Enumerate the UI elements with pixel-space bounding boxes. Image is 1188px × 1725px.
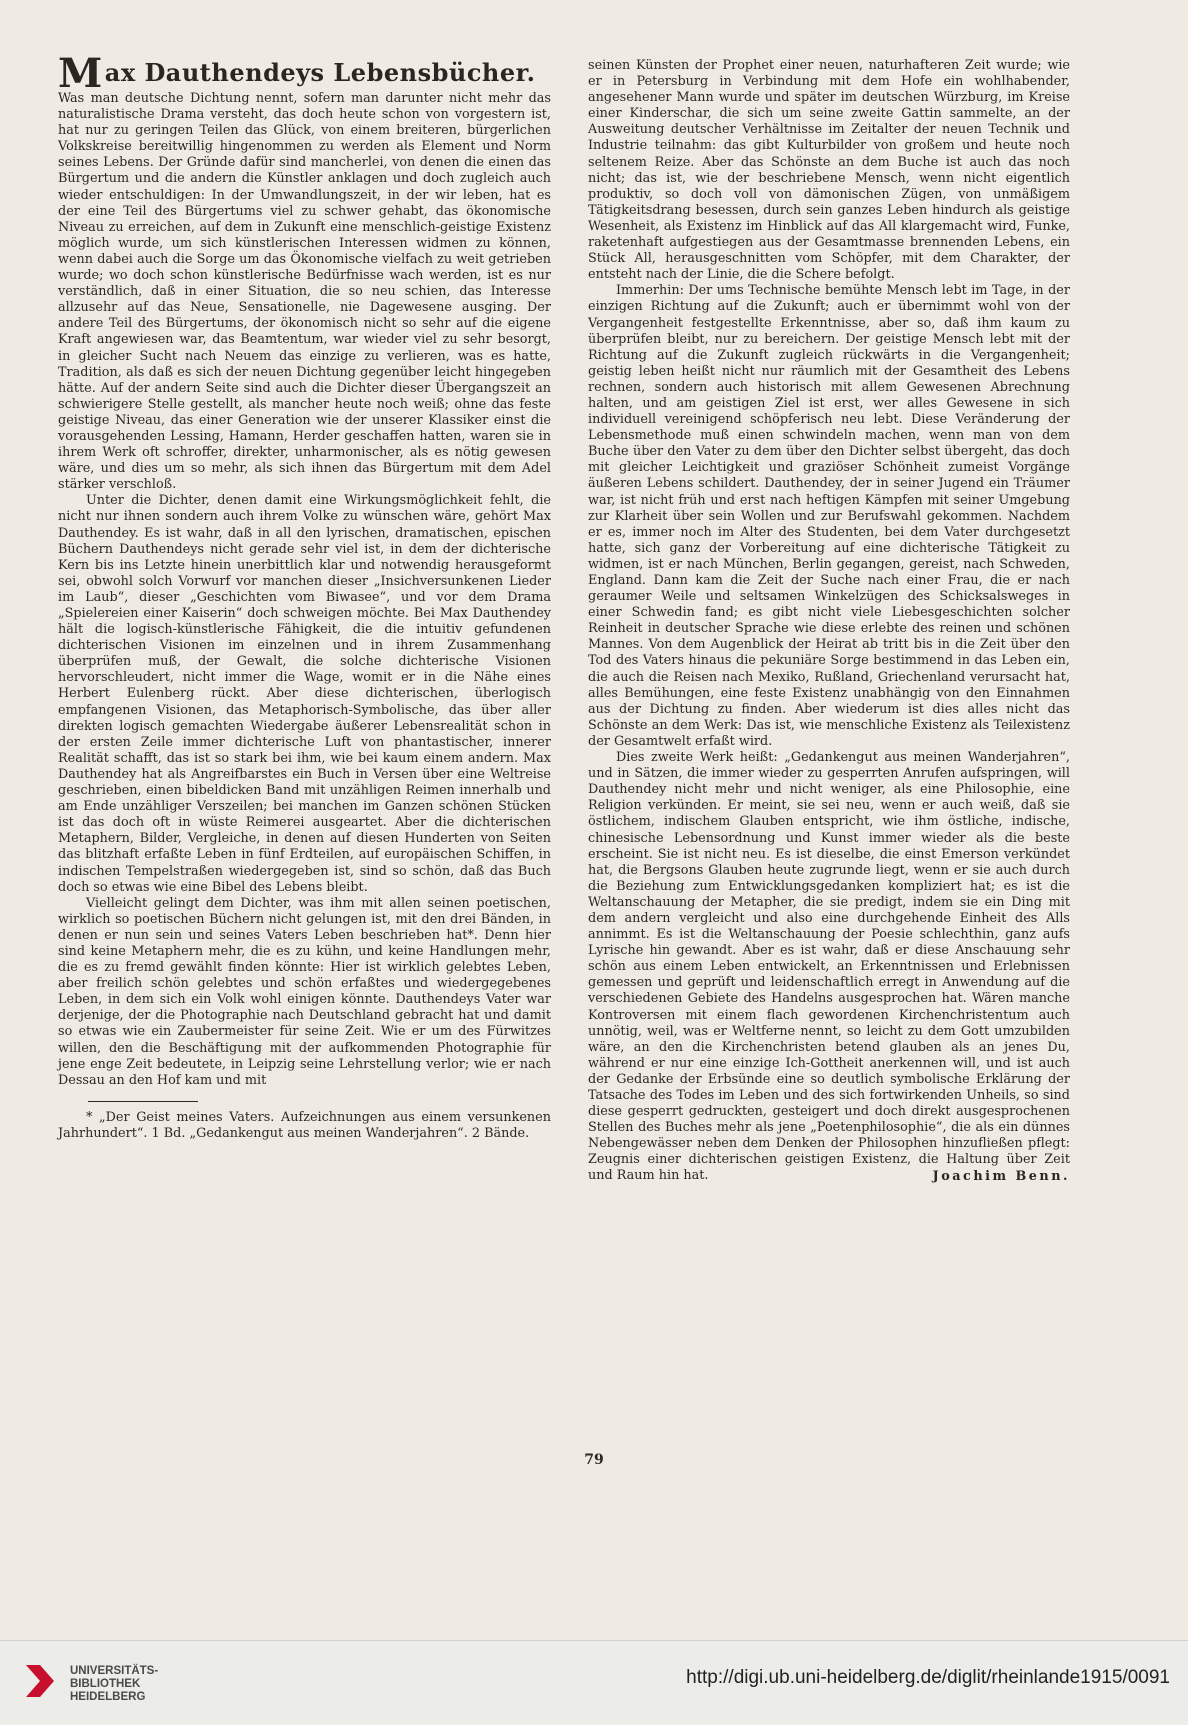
title-initial: M — [58, 50, 103, 97]
library-name-line: BIBLIOTHEK — [70, 1678, 141, 1690]
page-number: 79 — [584, 1452, 604, 1468]
source-url-link[interactable]: http://digi.ub.uni-heidelberg.de/diglit/rheinlande1915/0091 — [686, 1667, 1170, 1688]
paragraph: Dies zweite Werk heißt: „Gedankengut aus meinen Wanderjahren“, und in Sätzen, die immer wieder zu gesperrten Anrufen aufspringen, will Dauthendey nicht mehr und nicht weniger, als eine Philosophie, eine Religion verkünden. Er meint, sie sei neu, wenn er auch weiß, daß sie östlichem, indischem Glauben entspricht, wie ihm östliche, indische, chinesische Lebensordnung und Kunst immer wieder als die beste erscheint. Sie ist nicht neu. Es ist dieselbe, die einst Emerson verkündet hat, die Bergsons Glauben heute zugrunde liegt, wenn er sie auch durch die Beziehung zum Entwicklungsgedanken kompliziert hat; es ist die Weltanschauung der Metapher, die sie predigt, indem sie ein Ding mit dem andern vergleicht und also eine durchgehende Einheit des Alls annimmt. Es ist die Weltanschauung der Poesie schlechthin, ganz aufs Lyrische hin gewandt. Aber es ist wahr, daß er diese Anschauung sehr schön aus einem Leben entwickelt, an Erkenntnissen und Erlebnissen gemessen und geprüft und leidenschaftlich erregt in Anwendung auf die verschiedenen Gebiete des Handelns ausgesprochen hat. Wären manche Kontroversen mit einem flach gewordenen Kirchenchristentum auch unnötig, weil, was er Weltferne nennt, so leicht zu dem Gott umzubilden wäre, an den die Kirchenchristen betend glauben als an jenes Du, während er nur eine einzige Ich-Gottheit anerkennen will, und ist auch der Gedanke der Erbsünde eine so deutlich symbolische Erklärung der Tatsache des Todes im Leben und des sich fortwirkenden Unheils, so sind diese gesperrt gedruckten, gesteigert und doch direkt ausgesprochenen Stellen des Buches mehr als jene „Poetenphilosophie“, die als ein dünnes Nebengewässer neben dem Denken der Philosophen hinzufließen pflegt: Zeugnis einer dichterischen geistigen Existenz, die Haltung über Zeit und Raum hin hat. — [588, 750, 1070, 1184]
library-name-line: UNIVERSITÄTS- — [70, 1665, 159, 1677]
paragraph: Unter die Dichter, denen damit eine Wirkungsmöglichkeit fehlt, die nicht nur ihnen sondern auch ihrem Volke zu wünschen wäre, gehört Max Dauthendey. Es ist wahr, daß in all den lyrischen, dramatischen, epischen Büchern Dauthendeys nicht gerade sehr viel ist, in dem der dichterische Kern bis ins Letzte hinein unerbittlich klar und notwendig herausgeformt sei, obwohl solch Vorwurf vor manchen dieser „Insichversunkenen Lieder im Laub“, dieser „Geschichten vom Biwasee“, und vor dem Drama „Spielereien einer Kaiserin“ doch schweigen möchte. Bei Max Dauthendey hält die logisch-künstlerische Fähigkeit, die die intuitiv gefundenen dichterischen Visionen im einzelnen und in ihrem Zusammenhang überprüfen muß, der Gewalt, die solche dichterische Visionen hervorschleudert, nicht immer die Wage, womit er in die Nähe eines Herbert Eulenberg rückt. Aber diese dichterischen, überlogisch empfangenen Visionen, das Metaphorisch-Symbolische, das über aller direkten logisch gemachten Wiedergabe äußerer Lebensrealität schon in der ersten Zeile immer dichterische Luft von phantastischer, innerer Realität schafft, das ist so stark bei ihm, wie bei kaum einem andern. Max Dauthendey hat als Angreifbarstes ein Buch in Versen über eine Weltreise geschrieben, einen bibeldicken Band mit unzähligen Reimen innerhalb und am Ende unzähliger Verszeilen; bei manchen im Ganzen schönen Stücken ist das doch oft in wüste Reimerei ausgeartet. Aber die dichterischen Metaphern, Bilder, Vergleiche, in denen auf diesen Hunderten von Seiten das blitzhaft erfaßte Leben in fünf Erdteilen, auf europäischen Schiffen, in indischen Tempelstraßen wiedergegeben ist, sind so schön, daß das Buch doch so etwas wie eine Bibel des Lebens bleibt. — [58, 493, 551, 895]
library-name-line: HEIDELBERG — [70, 1691, 146, 1703]
paragraph: Vielleicht gelingt dem Dichter, was ihm mit allen seinen poetischen, wirklich so poetischen Büchern nicht gelungen ist, mit den drei Bänden, in denen er nun sein und seines Vaters Leben beschrieben hat*. Denn hier sind keine Metaphern mehr, die es zu kühn, und keine Handlungen mehr, die es zu fremd gewählt finden könnte: Hier ist wirklich gelebtes Leben, aber freilich schön gelebtes und schön erfaßtes und wiedergegebenes Leben, in dem sich ein Volk wohl einigen könnte. Dauthendeys Vater war derjenige, der die Photographie nach Deutschland gebracht hat und damit so etwas wie ein Zaubermeister für seine Zeit. Wie er um des Fürwitzes willen, den die Beschäftigung mit der aufkommenden Photographie für jene enge Zeit bedeutete, in Leipzig seine Lehrstellung verlor; wie er nach Dessau an den Hof kam und mit — [58, 895, 551, 1088]
author-signature: Joachim Benn. — [932, 1168, 1070, 1184]
paragraph: seinen Künsten der Prophet einer neuen, naturhafteren Zeit wurde; wie er in Petersburg in Verbindung mit dem Hofe ein wohlhabender, angesehener Mann wurde und später im deutschen Würzburg, im Kreise einer Kinderschar, die sich um seine zweite Gattin sammelte, an der Ausweitung deutscher Verhältnisse im Zeitalter der neuen Technik und Industrie teilnahm: das gibt Kulturbilder von großem und heute noch seltenem Reize. Aber das Schönste an dem Buche ist auch das noch nicht; das ist, wie der beschriebene Mensch, wenn nicht eigentlich produktiv, so doch voll von dämonischen Zügen, von unmäßigem Tätigkeitsdrang besessen, durch sein ganzes Leben hindurch als geistige Wesenheit, als Existenz im Hinblick auf das All klargemacht wird, Funke, raketenhaft aufgestiegen aus der Gesamtmasse brennenden Lebens, ein Stück All, herausgeschnitten vom Schöpfer, mit dem Charakter, der entsteht nach der Linie, die die Schere befolgt. — [588, 58, 1070, 283]
paragraph: Immerhin: Der ums Technische bemühte Mensch lebt im Tage, in der einzigen Richtung auf die Zukunft; auch er übernimmt wohl von der Vergangenheit festgestellte Erkenntnisse, aber so, daß ihm kaum zu überprüfen bleibt, nur zu bereichern. Der geistige Mensch lebt mit der Richtung auf die Zukunft zugleich rückwärts in die Vergangenheit; geistig leben heißt nicht nur räumlich mit der Gesamtheit des Lebens rechnen, sondern auch historisch mit allem Gewesenen Abrechnung halten, und am geistigen Ziel ist erst, wer alles Gewesene in sich individuell vereinigend schöpferisch neu lebt. Diese Veränderung der Lebensmethode muß einen schwindeln machen, wenn man von dem Buche über den Vater zu dem über den Dichter selbst übergeht, das doch mit gleicher Leichtigkeit und graziöser Schönheit zumeist Vorgänge äußeren Lebens schildert. Dauthendey, der in seiner Jugend ein Träumer war, ist nicht früh und erst nach heftigen Kämpfen mit seiner Umgebung zur Klarheit über sein Wollen und zur Berufswahl gekommen. Nachdem er es, immer noch im Alter des Studenten, bei dem Vater durchgesetzt hatte, sich ganz der Vorbereitung auf eine dichterische Tätigkeit zu widmen, ist er nach München, Berlin gegangen, gereist, nach Schweden, England. Dann kam die Zeit der Suche nach einer Frau, die er nach geraumer Weile und seltsamen Winkelzügen des Schicksalsweges in einer Schwedin fand; es gibt nicht viele Liebesgeschichten solcher Reinheit in deutscher Sprache wie diese erlebte des reinen und schönen Mannes. Von dem Augenblick der Heirat ab tritt bis in die Zeit über den Tod des Vaters hinaus die pekuniäre Sorge bestimmend in das Leben ein, die auch die Reisen nach Mexiko, Rußland, Griechenland verursacht hat, alles Bemühungen, eine feste Existenz unabhängig von den Einnahmen aus der Dichtung zu finden. Aber wiederum ist dies alles nicht das Schönste an dem Werk: Das ist, wie menschliche Existenz als Teilexistenz der Gesamtwelt erfaßt wird. — [588, 283, 1070, 749]
paragraph: Was man deutsche Dichtung nennt, sofern man darunter nicht mehr das naturalistische Drama versteht, das doch heute schon von vorgestern ist, hat nur zu geringen Teilen das Glück, von einem breiteren, bürgerlichen Volkskreise bereitwillig hingenommen zu werden als Element und Norm seines Lebens. Der Gründe dafür sind mancherlei, von denen die einen das Bürgertum und die andern die Künstler anklagen und doch zugleich auch wieder entschuldigen: In der Umwandlungszeit, in der wir leben, hat es der eine Teil des Bürgertums viel zu schwer gehabt, das ökonomische Niveau zu erreichen, auf dem in Zukunft eine menschlich-geistige Existenz möglich wurde, um sich künstlerischen Interessen widmen zu können, wenn dabei auch die Sorge um das Ökonomische vielfach zu weit getrieben wurde; wo doch schon künstlerische Bedürfnisse wach werden, ist es nur verständlich, daß in einer Situation, die so neu schien, das Interesse allzusehr auf das Neue, Sensationelle, nie Dagewesene ausging. Der andere Teil des Bürgertums, der ökonomisch nicht so sehr auf die eigene Kraft angewiesen war, das Beamtentum, war wieder viel zu sehr besorgt, in gleicher Sucht nach Neuem das einzige zu verlieren, was es hatte, Tradition, als daß es sich der neuen Dichtung gegenüber leicht hingegeben hätte. Auf der andern Seite sind auch die Dichter dieser Übergangszeit an schwierigere Stelle gestellt, als mancher heute noch weiß; ohne das feste geistige Niveau, das einer Generation wie der unserer Klassiker einst die vorausgehenden Lessing, Hamann, Herder geschaffen hatten, waren sie in ihrem Werk oft schroffer, direkter, unharmonischer, als es nötig gewesen wäre, und dies um so mehr, als sich ihnen das Bürgertum mit dem Adel stärker verschloß. — [58, 91, 551, 493]
footer-bar — [0, 1640, 1188, 1725]
footnote-divider — [88, 1101, 198, 1102]
title-rest: ax Dauthendeys Lebensbücher. — [104, 58, 536, 87]
left-column — [58, 50, 551, 1142]
right-column — [588, 58, 1070, 1185]
library-logo-icon — [22, 1661, 58, 1701]
article-title — [58, 50, 551, 97]
footnote: * „Der Geist meines Vaters. Aufzeichnungen aus einem versunkenen Jahrhundert“. 1 Bd. „Gedankengut aus meinen Wanderjahren“. 2 Bände. — [58, 1109, 551, 1141]
library-name — [70, 1665, 158, 1704]
